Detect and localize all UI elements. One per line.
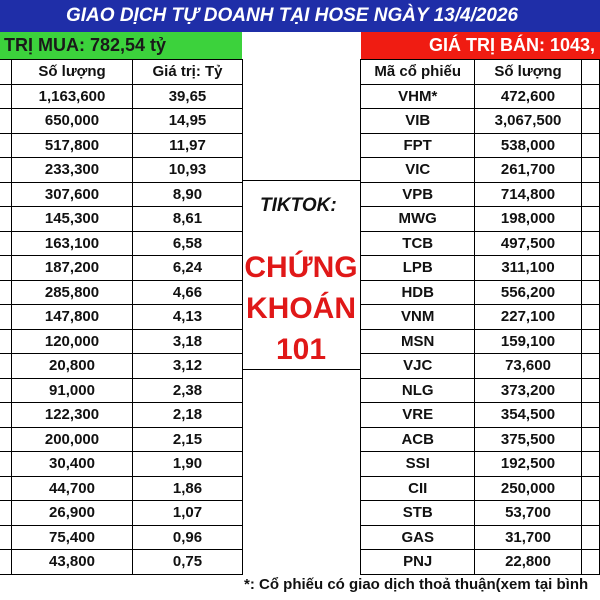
table-row xyxy=(0,280,243,305)
ticker-cell: MWG xyxy=(361,207,475,232)
value-cell: 39,65 xyxy=(133,84,243,109)
volume-cell: 497,500 xyxy=(475,231,581,256)
table-row xyxy=(361,329,600,354)
volume-cell: 145,300 xyxy=(12,207,133,232)
table-row xyxy=(361,427,600,452)
table-row xyxy=(0,427,243,452)
brand-text xyxy=(242,247,360,370)
table-row xyxy=(361,256,600,281)
volume-cell: 43,800 xyxy=(12,550,133,575)
table-row xyxy=(361,305,600,330)
table-row xyxy=(361,378,600,403)
buy-total-header: TRỊ MUA: 782,54 tỷ xyxy=(0,32,242,59)
column-header: Số lượng xyxy=(12,60,133,85)
ticker-cell xyxy=(0,182,12,207)
table-row xyxy=(361,476,600,501)
ticker-cell xyxy=(0,207,12,232)
value-cell xyxy=(581,256,599,281)
ticker-cell xyxy=(0,329,12,354)
volume-cell: 375,500 xyxy=(475,427,581,452)
table-row xyxy=(0,133,243,158)
value-cell xyxy=(581,329,599,354)
table-row xyxy=(0,207,243,232)
volume-cell: 200,000 xyxy=(12,427,133,452)
value-cell xyxy=(581,354,599,379)
buy-table xyxy=(0,59,243,575)
table-row xyxy=(0,109,243,134)
ticker-cell: STB xyxy=(361,501,475,526)
ticker-cell xyxy=(0,476,12,501)
sell-total-header: GIÁ TRỊ BÁN: 1043, xyxy=(361,32,600,59)
ticker-cell xyxy=(0,280,12,305)
table-row xyxy=(361,84,600,109)
volume-cell: 472,600 xyxy=(475,84,581,109)
table-row xyxy=(0,525,243,550)
value-cell: 0,96 xyxy=(133,525,243,550)
value-cell xyxy=(581,207,599,232)
table-row xyxy=(361,354,600,379)
ticker-cell: GAS xyxy=(361,525,475,550)
value-cell xyxy=(581,550,599,575)
value-cell xyxy=(581,158,599,183)
ticker-cell: MSN xyxy=(361,329,475,354)
value-cell xyxy=(581,84,599,109)
value-cell: 14,95 xyxy=(133,109,243,134)
table-row xyxy=(0,452,243,477)
sell-table xyxy=(360,59,600,575)
value-cell xyxy=(581,378,599,403)
ticker-cell: VHM* xyxy=(361,84,475,109)
ticker-cell: NLG xyxy=(361,378,475,403)
volume-cell: 198,000 xyxy=(475,207,581,232)
volume-cell: 1,163,600 xyxy=(12,84,133,109)
table-row xyxy=(0,354,243,379)
volume-cell: 650,000 xyxy=(12,109,133,134)
footnote: *: Cổ phiếu có giao dịch thoả thuận(xem tại bình xyxy=(244,576,589,593)
value-cell xyxy=(581,427,599,452)
volume-cell: 163,100 xyxy=(12,231,133,256)
table-row xyxy=(361,280,600,305)
value-cell xyxy=(581,231,599,256)
table-row xyxy=(361,182,600,207)
table-row xyxy=(361,501,600,526)
page-title: GIAO DỊCH TỰ DOANH TẠI HOSE NGÀY 13/4/2026 xyxy=(0,0,600,32)
table-row xyxy=(0,550,243,575)
ticker-cell: VNM xyxy=(361,305,475,330)
ticker-cell: VIB xyxy=(361,109,475,134)
table-row xyxy=(0,501,243,526)
value-cell xyxy=(581,182,599,207)
table-row xyxy=(361,525,600,550)
ticker-cell xyxy=(0,109,12,134)
table-row xyxy=(0,378,243,403)
volume-cell: 22,800 xyxy=(475,550,581,575)
table-row xyxy=(0,84,243,109)
volume-cell: 91,000 xyxy=(12,378,133,403)
ticker-cell: FPT xyxy=(361,133,475,158)
value-cell xyxy=(581,109,599,134)
volume-cell: 120,000 xyxy=(12,329,133,354)
ticker-cell xyxy=(0,256,12,281)
value-cell: 1,90 xyxy=(133,452,243,477)
value-cell xyxy=(581,525,599,550)
volume-cell: 147,800 xyxy=(12,305,133,330)
table-row xyxy=(361,452,600,477)
table-row xyxy=(0,256,243,281)
value-cell xyxy=(581,452,599,477)
volume-cell: 538,000 xyxy=(475,133,581,158)
ticker-cell xyxy=(0,158,12,183)
tiktok-label: TIKTOK: xyxy=(260,195,337,216)
volume-cell: 53,700 xyxy=(475,501,581,526)
volume-cell: 556,200 xyxy=(475,280,581,305)
ticker-cell: VIC xyxy=(361,158,475,183)
value-cell: 0,75 xyxy=(133,550,243,575)
table-row xyxy=(0,305,243,330)
volume-cell: 250,000 xyxy=(475,476,581,501)
value-cell: 10,93 xyxy=(133,158,243,183)
promo-box xyxy=(242,180,360,370)
value-cell xyxy=(581,403,599,428)
column-header: Mã cổ phiếu xyxy=(361,60,475,85)
ticker-cell: VRE xyxy=(361,403,475,428)
volume-cell: 30,400 xyxy=(12,452,133,477)
value-cell xyxy=(581,305,599,330)
value-cell: 11,97 xyxy=(133,133,243,158)
value-cell xyxy=(581,501,599,526)
brand-line: KHOÁN xyxy=(246,292,356,325)
ticker-cell: LPB xyxy=(361,256,475,281)
column-header: Số lượng xyxy=(475,60,581,85)
table-row xyxy=(361,158,600,183)
volume-cell: 233,300 xyxy=(12,158,133,183)
table-row xyxy=(361,207,600,232)
ticker-cell xyxy=(0,305,12,330)
volume-cell: 75,400 xyxy=(12,525,133,550)
value-cell: 6,24 xyxy=(133,256,243,281)
ticker-cell: TCB xyxy=(361,231,475,256)
value-cell: 2,15 xyxy=(133,427,243,452)
volume-cell: 44,700 xyxy=(12,476,133,501)
ticker-cell xyxy=(0,133,12,158)
volume-cell: 227,100 xyxy=(475,305,581,330)
table-row xyxy=(0,231,243,256)
ticker-cell: PNJ xyxy=(361,550,475,575)
ticker-cell: VJC xyxy=(361,354,475,379)
volume-cell: 307,600 xyxy=(12,182,133,207)
brand-line: CHỨNG xyxy=(244,251,358,284)
value-cell: 8,90 xyxy=(133,182,243,207)
value-cell: 1,86 xyxy=(133,476,243,501)
volume-cell: 261,700 xyxy=(475,158,581,183)
table-row xyxy=(0,476,243,501)
volume-cell: 373,200 xyxy=(475,378,581,403)
volume-cell: 3,067,500 xyxy=(475,109,581,134)
table-row xyxy=(361,133,600,158)
table-header-row xyxy=(361,60,600,85)
table-header-row xyxy=(0,60,243,85)
volume-cell: 311,100 xyxy=(475,256,581,281)
ticker-cell: CII xyxy=(361,476,475,501)
ticker-cell xyxy=(0,354,12,379)
ticker-cell xyxy=(0,501,12,526)
value-cell: 2,38 xyxy=(133,378,243,403)
ticker-cell xyxy=(0,452,12,477)
value-cell: 4,13 xyxy=(133,305,243,330)
value-cell: 8,61 xyxy=(133,207,243,232)
volume-cell: 285,800 xyxy=(12,280,133,305)
table-row xyxy=(0,158,243,183)
ticker-cell xyxy=(0,427,12,452)
column-header xyxy=(581,60,599,85)
table-row xyxy=(0,329,243,354)
table-row xyxy=(0,182,243,207)
volume-cell: 31,700 xyxy=(475,525,581,550)
ticker-cell xyxy=(0,550,12,575)
ticker-cell xyxy=(0,84,12,109)
table-row xyxy=(0,403,243,428)
volume-cell: 122,300 xyxy=(12,403,133,428)
table-row xyxy=(361,109,600,134)
brand-line: 101 xyxy=(275,333,327,366)
volume-cell: 517,800 xyxy=(12,133,133,158)
ticker-cell: SSI xyxy=(361,452,475,477)
value-cell: 2,18 xyxy=(133,403,243,428)
value-cell: 4,66 xyxy=(133,280,243,305)
volume-cell: 159,100 xyxy=(475,329,581,354)
table-row xyxy=(361,550,600,575)
volume-cell: 192,500 xyxy=(475,452,581,477)
ticker-cell xyxy=(0,231,12,256)
volume-cell: 20,800 xyxy=(12,354,133,379)
volume-cell: 714,800 xyxy=(475,182,581,207)
value-cell: 6,58 xyxy=(133,231,243,256)
ticker-cell xyxy=(0,403,12,428)
ticker-cell xyxy=(0,378,12,403)
value-cell: 1,07 xyxy=(133,501,243,526)
value-cell xyxy=(581,476,599,501)
volume-cell: 73,600 xyxy=(475,354,581,379)
volume-cell: 187,200 xyxy=(12,256,133,281)
value-cell: 3,12 xyxy=(133,354,243,379)
volume-cell: 26,900 xyxy=(12,501,133,526)
ticker-cell xyxy=(0,525,12,550)
ticker-cell: HDB xyxy=(361,280,475,305)
value-cell xyxy=(581,133,599,158)
value-cell xyxy=(581,280,599,305)
column-header xyxy=(0,60,12,85)
value-cell: 3,18 xyxy=(133,329,243,354)
ticker-cell: ACB xyxy=(361,427,475,452)
ticker-cell: VPB xyxy=(361,182,475,207)
table-row xyxy=(361,403,600,428)
table-row xyxy=(361,231,600,256)
volume-cell: 354,500 xyxy=(475,403,581,428)
column-header: Giá trị: Tỷ xyxy=(133,60,243,85)
